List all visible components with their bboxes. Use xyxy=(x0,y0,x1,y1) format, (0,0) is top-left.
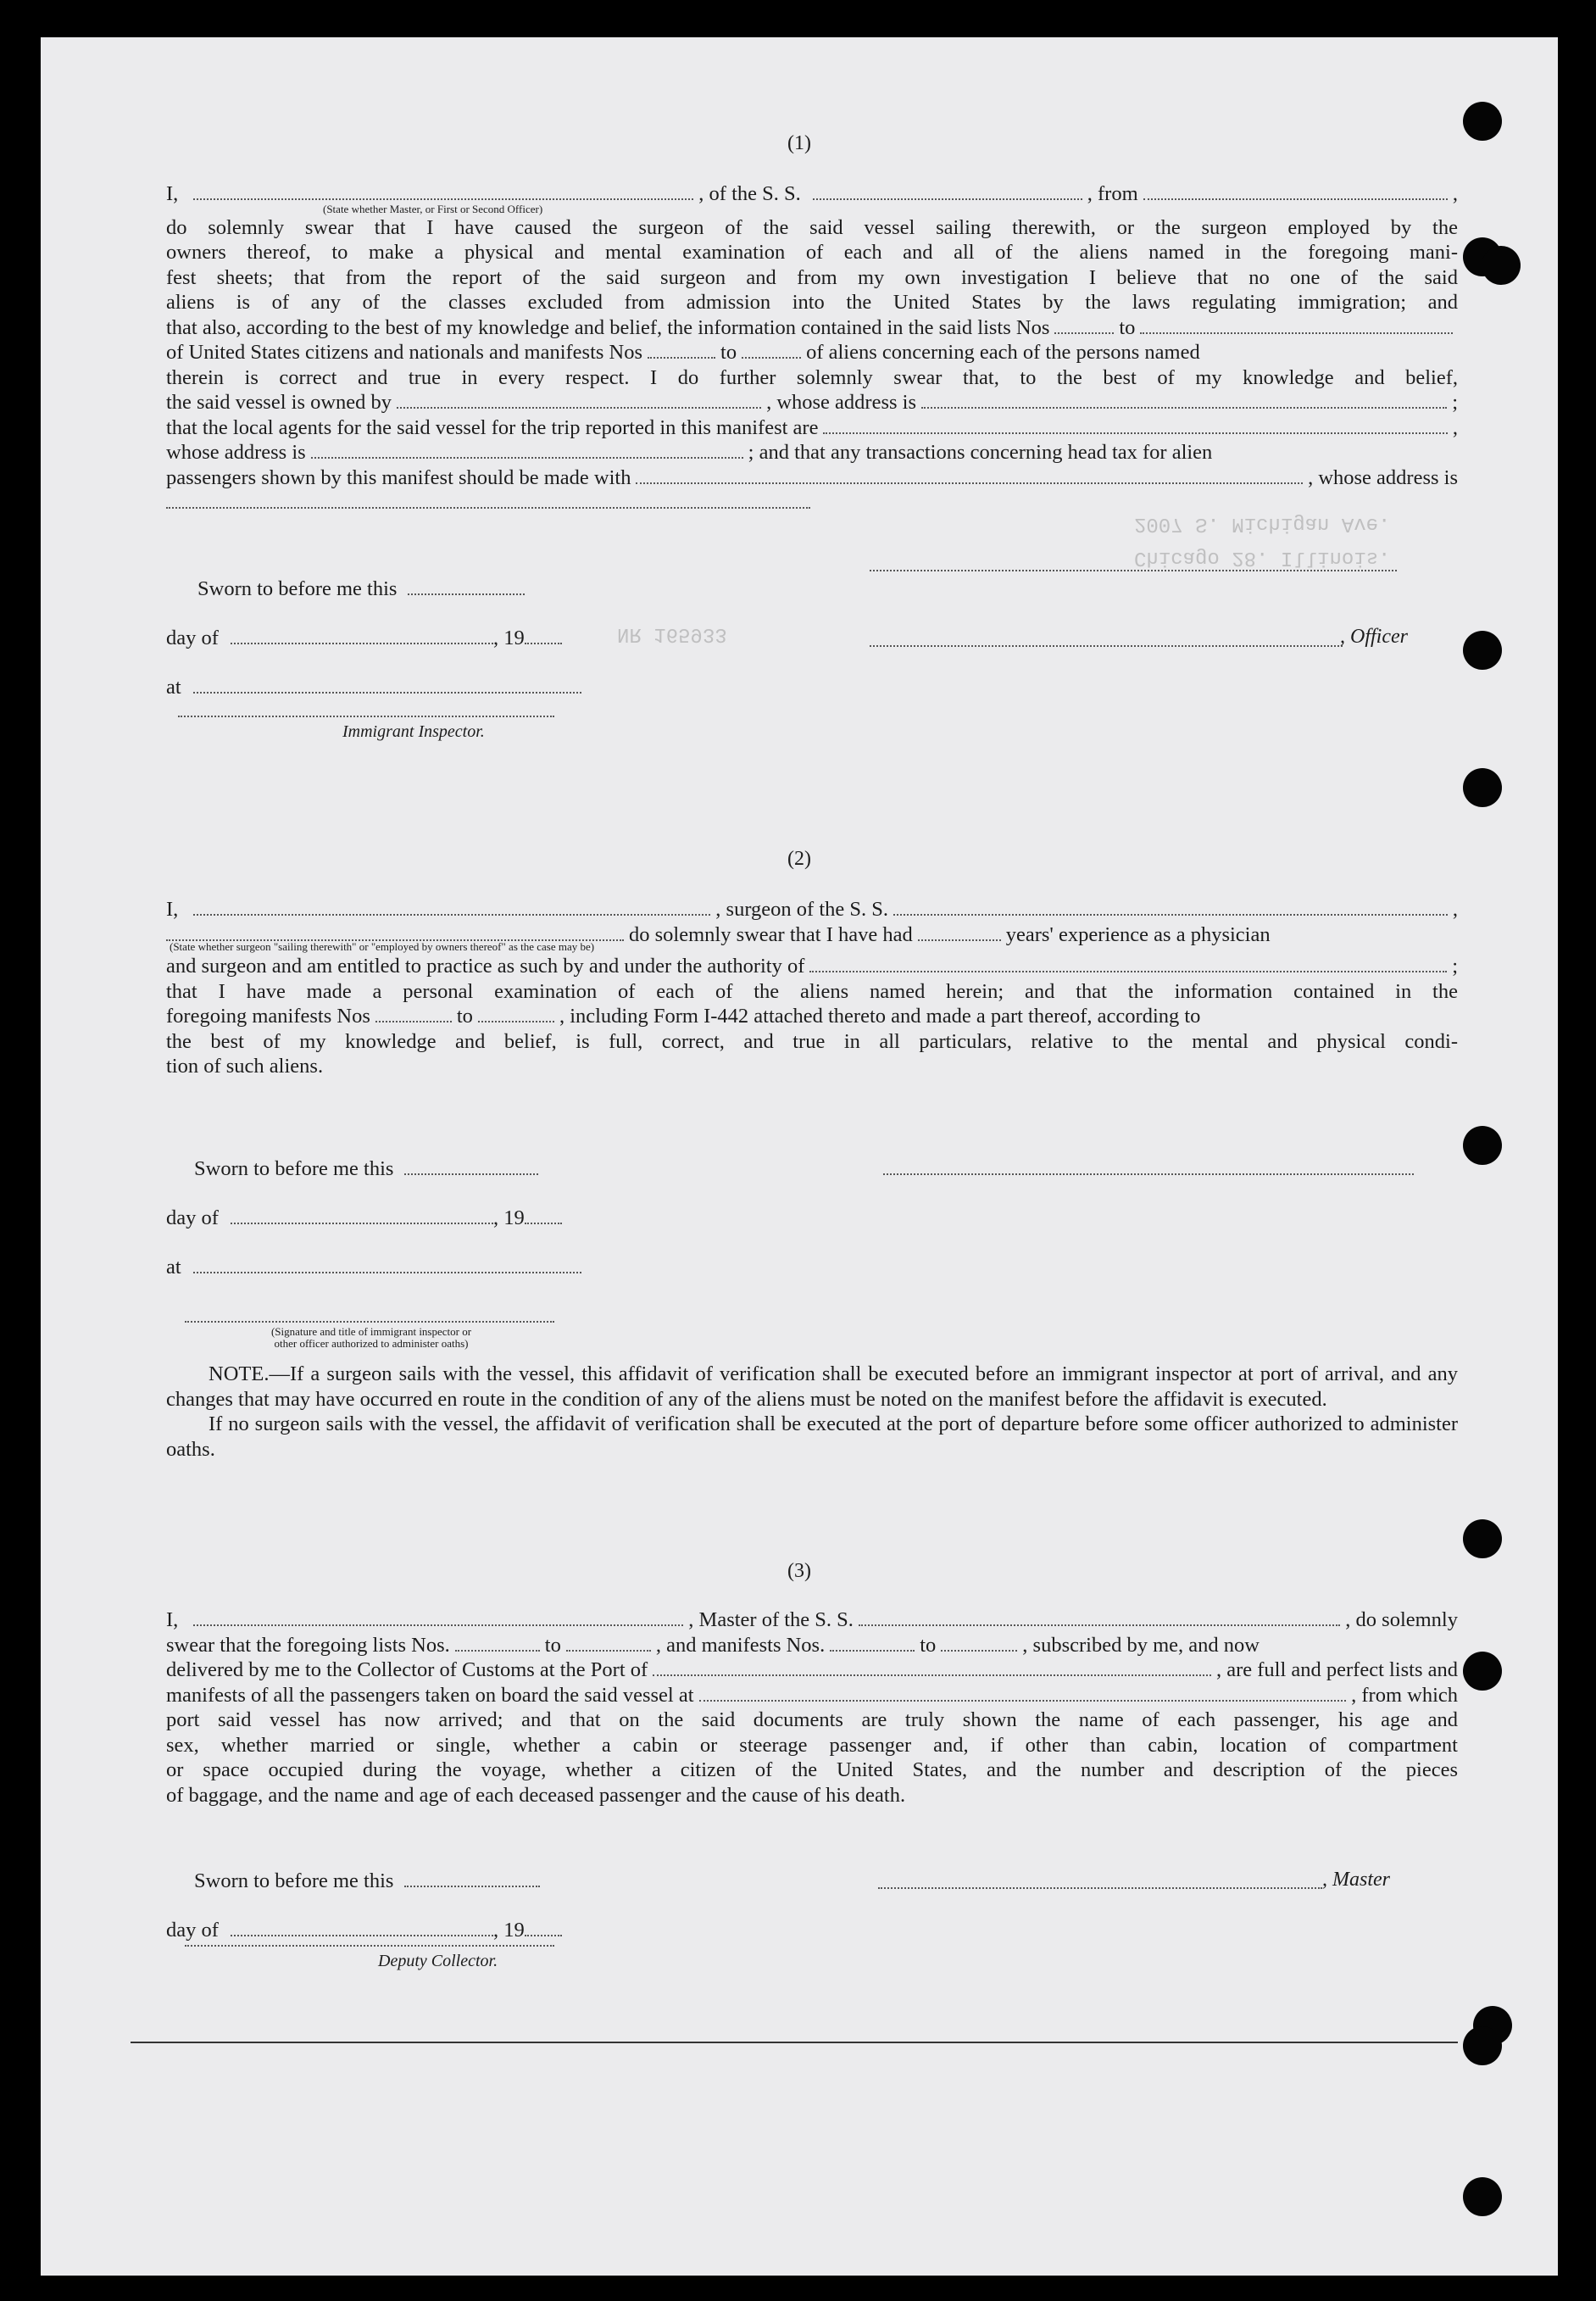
manifests-from-field[interactable] xyxy=(648,340,715,359)
section-1-number: (1) xyxy=(787,132,811,154)
section-1-oath: I, , of the S. S. , from , (State whether Master, or First or Second Officer) do solemnly swear that I have caused the surgeon of the said vessel sailing therewith, or the surgeon employed by the owners thereof, to make a physical and mental examination of each and all of the aliens named in the foregoing mani- fest sheets; that from the report of the said surgeon and from my own investigation I believe that no one of the said aliens is of any of the classes excluded from admission into the United States by the laws regulating immigration; and that also, according to the best of my knowledge and belief, the information contained in the said lists Nos to of United States citizens and nationals and manifests Nos to of aliens concerning each of the persons named therein is correct and true in every respect. I do further solemnly swear that, to the best of my knowledge and belief, the said vessel is owned by , whose address is ; that the local agents for the said vessel for the trip reported in this manifest are , whose address is ; and that any transactions concerning head tax for alien passengers shown by this manifest should be made with , whose address is xyxy=(166,181,1458,515)
surgeon-signature-line[interactable] xyxy=(883,1173,1414,1175)
master-month-field[interactable] xyxy=(231,1918,493,1936)
punch-hole xyxy=(1463,768,1502,807)
surgeon-place-field[interactable] xyxy=(193,1255,581,1273)
surgeon-name-field[interactable] xyxy=(193,897,710,916)
owner-field[interactable] xyxy=(397,390,761,409)
bleed-through-text: 2007 S. Michigan Ave. xyxy=(1134,512,1391,535)
surgeon-manifests-from-field[interactable] xyxy=(375,1004,452,1022)
note-text: —If a surgeon sails with the vessel, this affidavit of verification shall be executed before an immigrant inspector at port of arrival, and any changes that may have occurred en route in the condition of any of the aliens must be noted on the manifest before the affidavit is executed. xyxy=(166,1362,1458,1411)
master-manifests-to-field[interactable] xyxy=(941,1633,1017,1652)
master-lists-from-field[interactable] xyxy=(455,1633,540,1652)
departure-port-field[interactable] xyxy=(1143,181,1448,200)
master-signature-line[interactable] xyxy=(878,1887,1322,1889)
inspector-label: Immigrant Inspector. xyxy=(342,722,485,741)
note-label: NOTE. xyxy=(209,1362,270,1385)
surgeon-month-field[interactable] xyxy=(231,1206,493,1224)
owner-address-field[interactable] xyxy=(921,390,1447,409)
section-3-oath: I, , Master of the S. S. , do solemnly swear that the foregoing lists Nos. to , and manifests Nos. to , subscribed by me, and now delivered by me to the Collector of Customs at the Port of , are full and perfect lists and manifests of all the passengers taken on board the said vessel at , from which port said vessel has now arrived; and that on the said documents are truly shown the name of each passenger, his age and sex, whether married or single, whether a cabin or steerage passenger and, if other than cabin, location of compartment or space occupied during the voyage, whether a citizen of the United States, and the number and description of the pieces of baggage, and the name and age of each deceased passenger and the cause of his death. xyxy=(166,1608,1458,1807)
surgeon-vessel-field[interactable] xyxy=(893,897,1448,916)
surgeon-manifests-to-field[interactable] xyxy=(478,1004,554,1022)
master-year-field[interactable] xyxy=(525,1918,562,1936)
bottom-rule xyxy=(131,2042,1458,2043)
local-agents-field[interactable] xyxy=(823,415,1447,434)
state-note: (State whether Master, or First or Second Officer) xyxy=(323,203,543,215)
section-3-jurat: Sworn to before me this day of , 19 xyxy=(166,1869,1458,1943)
master-label: , Master xyxy=(1322,1869,1390,1891)
officer-signature-line[interactable] xyxy=(870,570,1397,571)
officer-title-line[interactable] xyxy=(870,645,1343,647)
surgeon-sworn-date-field[interactable] xyxy=(404,1156,538,1175)
vessel-name-field[interactable] xyxy=(813,181,1082,200)
officer-name-field[interactable] xyxy=(193,181,693,200)
administering-officer-signature-line[interactable] xyxy=(185,1321,554,1323)
punch-hole xyxy=(1463,102,1502,141)
punch-hole xyxy=(1463,631,1502,670)
year-field[interactable] xyxy=(525,626,562,644)
month-field[interactable] xyxy=(231,626,493,644)
deputy-collector-label: Deputy Collector. xyxy=(378,1952,498,1970)
sworn-date-field[interactable] xyxy=(408,577,525,595)
embarkation-port-field[interactable] xyxy=(699,1683,1347,1702)
master-name-field[interactable] xyxy=(193,1607,683,1626)
section-2-affidavit: I, , surgeon of the S. S. , do solemnly swear that I have had years' experience as a physician (State whether surgeon "sailing therewith" or "employed by owners thereof" as the case may be) and surgeon and am entitled to practice as such by and under the authority of ; that I have made a personal examination of each of the aliens named herein; and that the information contained in the foregoing manifests Nos to , including Form I-442 attached thereto and made a part thereof, according to the best of my knowledge and belief, is full, correct, and true in all particulars, relative to the mental and physical condi- tion of such aliens. xyxy=(166,898,1458,1078)
bleed-through-text: Chicago 28. Illinois. xyxy=(1134,546,1391,569)
inspector-signature-line[interactable] xyxy=(178,716,554,717)
head-tax-address-field[interactable] xyxy=(166,490,810,509)
master-vessel-field[interactable] xyxy=(859,1607,1340,1626)
note-paragraph xyxy=(166,1362,1458,1462)
manifests-to-field[interactable] xyxy=(742,340,801,359)
punch-hole xyxy=(1463,1519,1502,1558)
signature-note: (Signature and title of immigrant inspector or other officer authorized to administer oaths) xyxy=(270,1325,472,1350)
punch-hole xyxy=(1463,1652,1502,1691)
deputy-collector-signature-line[interactable] xyxy=(185,1945,554,1947)
lists-from-field[interactable] xyxy=(1054,315,1114,334)
punch-hole xyxy=(1463,1126,1502,1165)
years-experience-field[interactable] xyxy=(918,922,1001,941)
place-field[interactable] xyxy=(193,675,581,694)
section-3-number: (3) xyxy=(787,1560,811,1582)
lists-to-field[interactable] xyxy=(1140,315,1453,334)
punch-hole xyxy=(1482,246,1521,285)
section-2-number: (2) xyxy=(787,848,811,870)
officer-label: , Officer xyxy=(1340,626,1408,648)
master-manifests-from-field[interactable] xyxy=(830,1633,915,1652)
head-tax-party-field[interactable] xyxy=(636,465,1303,484)
document-page xyxy=(41,37,1558,2276)
bleed-through-text: NR 165933 xyxy=(617,622,727,645)
punch-hole xyxy=(1463,2026,1502,2065)
surgeon-status-field[interactable] xyxy=(166,922,624,941)
note-2: If no surgeon sails with the vessel, the affidavit of verification shall be executed at the port of departure before some officer authorized to administer oaths. xyxy=(166,1412,1458,1461)
master-lists-to-field[interactable] xyxy=(566,1633,651,1652)
section-1-jurat: Sworn to before me this day of , 19 at xyxy=(166,577,1458,700)
surgeon-state-note: (State whether surgeon "sailing therewith" or "employed by owners thereof" as the case may be) xyxy=(170,940,595,953)
section-2-jurat: Sworn to before me this day of , 19 at xyxy=(166,1156,1458,1280)
authority-field[interactable] xyxy=(809,954,1447,972)
master-sworn-date-field[interactable] xyxy=(404,1869,540,1887)
agents-address-field[interactable] xyxy=(311,440,743,459)
surgeon-year-field[interactable] xyxy=(525,1206,562,1224)
punch-hole xyxy=(1463,2177,1502,2216)
port-of-arrival-field[interactable] xyxy=(653,1658,1211,1676)
